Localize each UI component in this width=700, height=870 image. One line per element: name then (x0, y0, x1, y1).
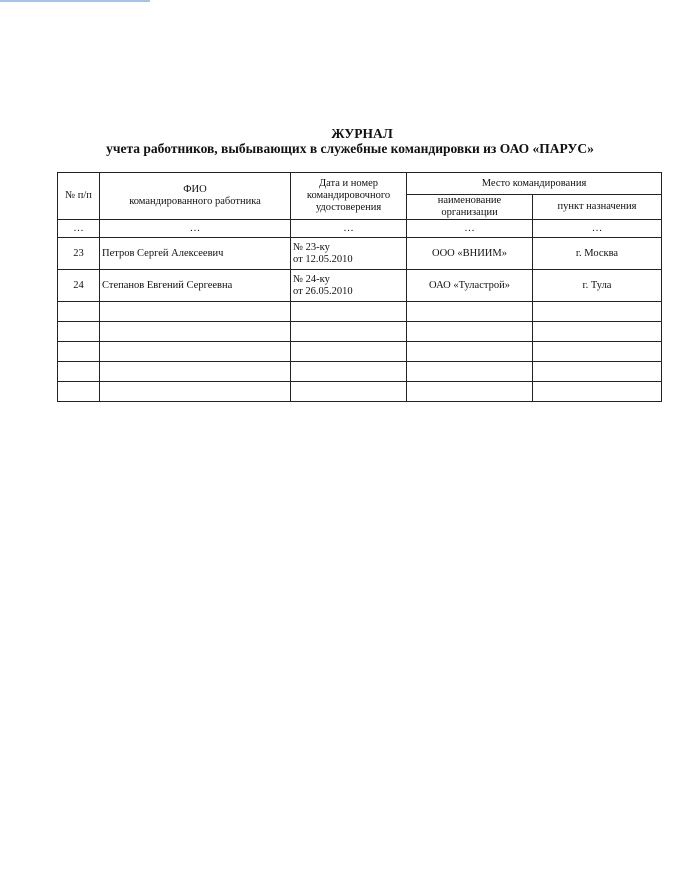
empty-cell (533, 342, 662, 362)
row-point: г. Тула (533, 270, 662, 302)
empty-cell (291, 322, 407, 342)
document-subtitle: учета работников, выбывающих в служебные командировки из ОАО «ПАРУС» (106, 141, 594, 156)
dots-fio: … (100, 220, 291, 238)
row-fio: Степанов Евгений Сергеевна (100, 270, 291, 302)
table-row (58, 270, 662, 302)
empty-cell (533, 322, 662, 342)
header-certificate (291, 173, 407, 220)
table-row-empty (58, 322, 662, 342)
row-number: 23 (58, 238, 100, 270)
header-fio (100, 173, 291, 220)
empty-cell (533, 302, 662, 322)
empty-cell (407, 302, 533, 322)
row-organization: ООО «ВНИИМ» (407, 238, 533, 270)
table-row-empty (58, 362, 662, 382)
empty-cell (58, 302, 100, 322)
dots-cert: … (291, 220, 407, 238)
empty-cell (100, 362, 291, 382)
empty-cell (100, 382, 291, 402)
row-cert-number: № 23-ку (293, 241, 330, 253)
empty-cell (291, 382, 407, 402)
row-certificate (291, 270, 407, 302)
row-number: 24 (58, 270, 100, 302)
header-point: пункт назначения (533, 195, 662, 220)
header-org-line1: наименование (437, 195, 502, 206)
empty-cell (58, 322, 100, 342)
top-decorative-line (0, 0, 150, 2)
header-cert-line2: командировочного (306, 190, 391, 201)
empty-cell (58, 342, 100, 362)
empty-cell (407, 362, 533, 382)
empty-cell (58, 362, 100, 382)
header-destination: Место командирования (407, 173, 662, 195)
row-certificate (291, 238, 407, 270)
document-title: ЖУРНАЛ (331, 126, 393, 141)
table-row (58, 238, 662, 270)
dots-org: … (407, 220, 533, 238)
journal-table (57, 172, 662, 402)
empty-cell (291, 342, 407, 362)
table-row-ellipsis (58, 220, 662, 238)
empty-cell (291, 362, 407, 382)
header-organization (407, 195, 533, 220)
header-number: № п/п (58, 173, 100, 220)
row-fio: Петров Сергей Алексеевич (100, 238, 291, 270)
empty-cell (100, 342, 291, 362)
row-cert-number: № 24-ку (293, 273, 330, 285)
empty-cell (100, 322, 291, 342)
header-cert-line1: Дата и номер (318, 178, 379, 189)
header-fio-line2: командированного работника (129, 196, 261, 207)
table-header-row (58, 173, 662, 195)
dots-point: … (533, 220, 662, 238)
empty-cell (291, 302, 407, 322)
header-fio-line1: ФИО (183, 184, 207, 195)
empty-cell (407, 342, 533, 362)
empty-cell (407, 322, 533, 342)
empty-cell (407, 382, 533, 402)
empty-cell (100, 302, 291, 322)
row-organization: ОАО «Туластрой» (407, 270, 533, 302)
row-cert-date: от 12.05.2010 (293, 253, 353, 265)
table-row-empty (58, 382, 662, 402)
empty-cell (533, 362, 662, 382)
empty-cell (533, 382, 662, 402)
dots-number: … (58, 220, 100, 238)
table-row-empty (58, 342, 662, 362)
row-point: г. Москва (533, 238, 662, 270)
empty-cell (58, 382, 100, 402)
table-row-empty (58, 302, 662, 322)
header-org-line2: организации (441, 207, 498, 218)
row-cert-date: от 26.05.2010 (293, 285, 353, 297)
header-cert-line3: удостоверения (315, 202, 382, 213)
